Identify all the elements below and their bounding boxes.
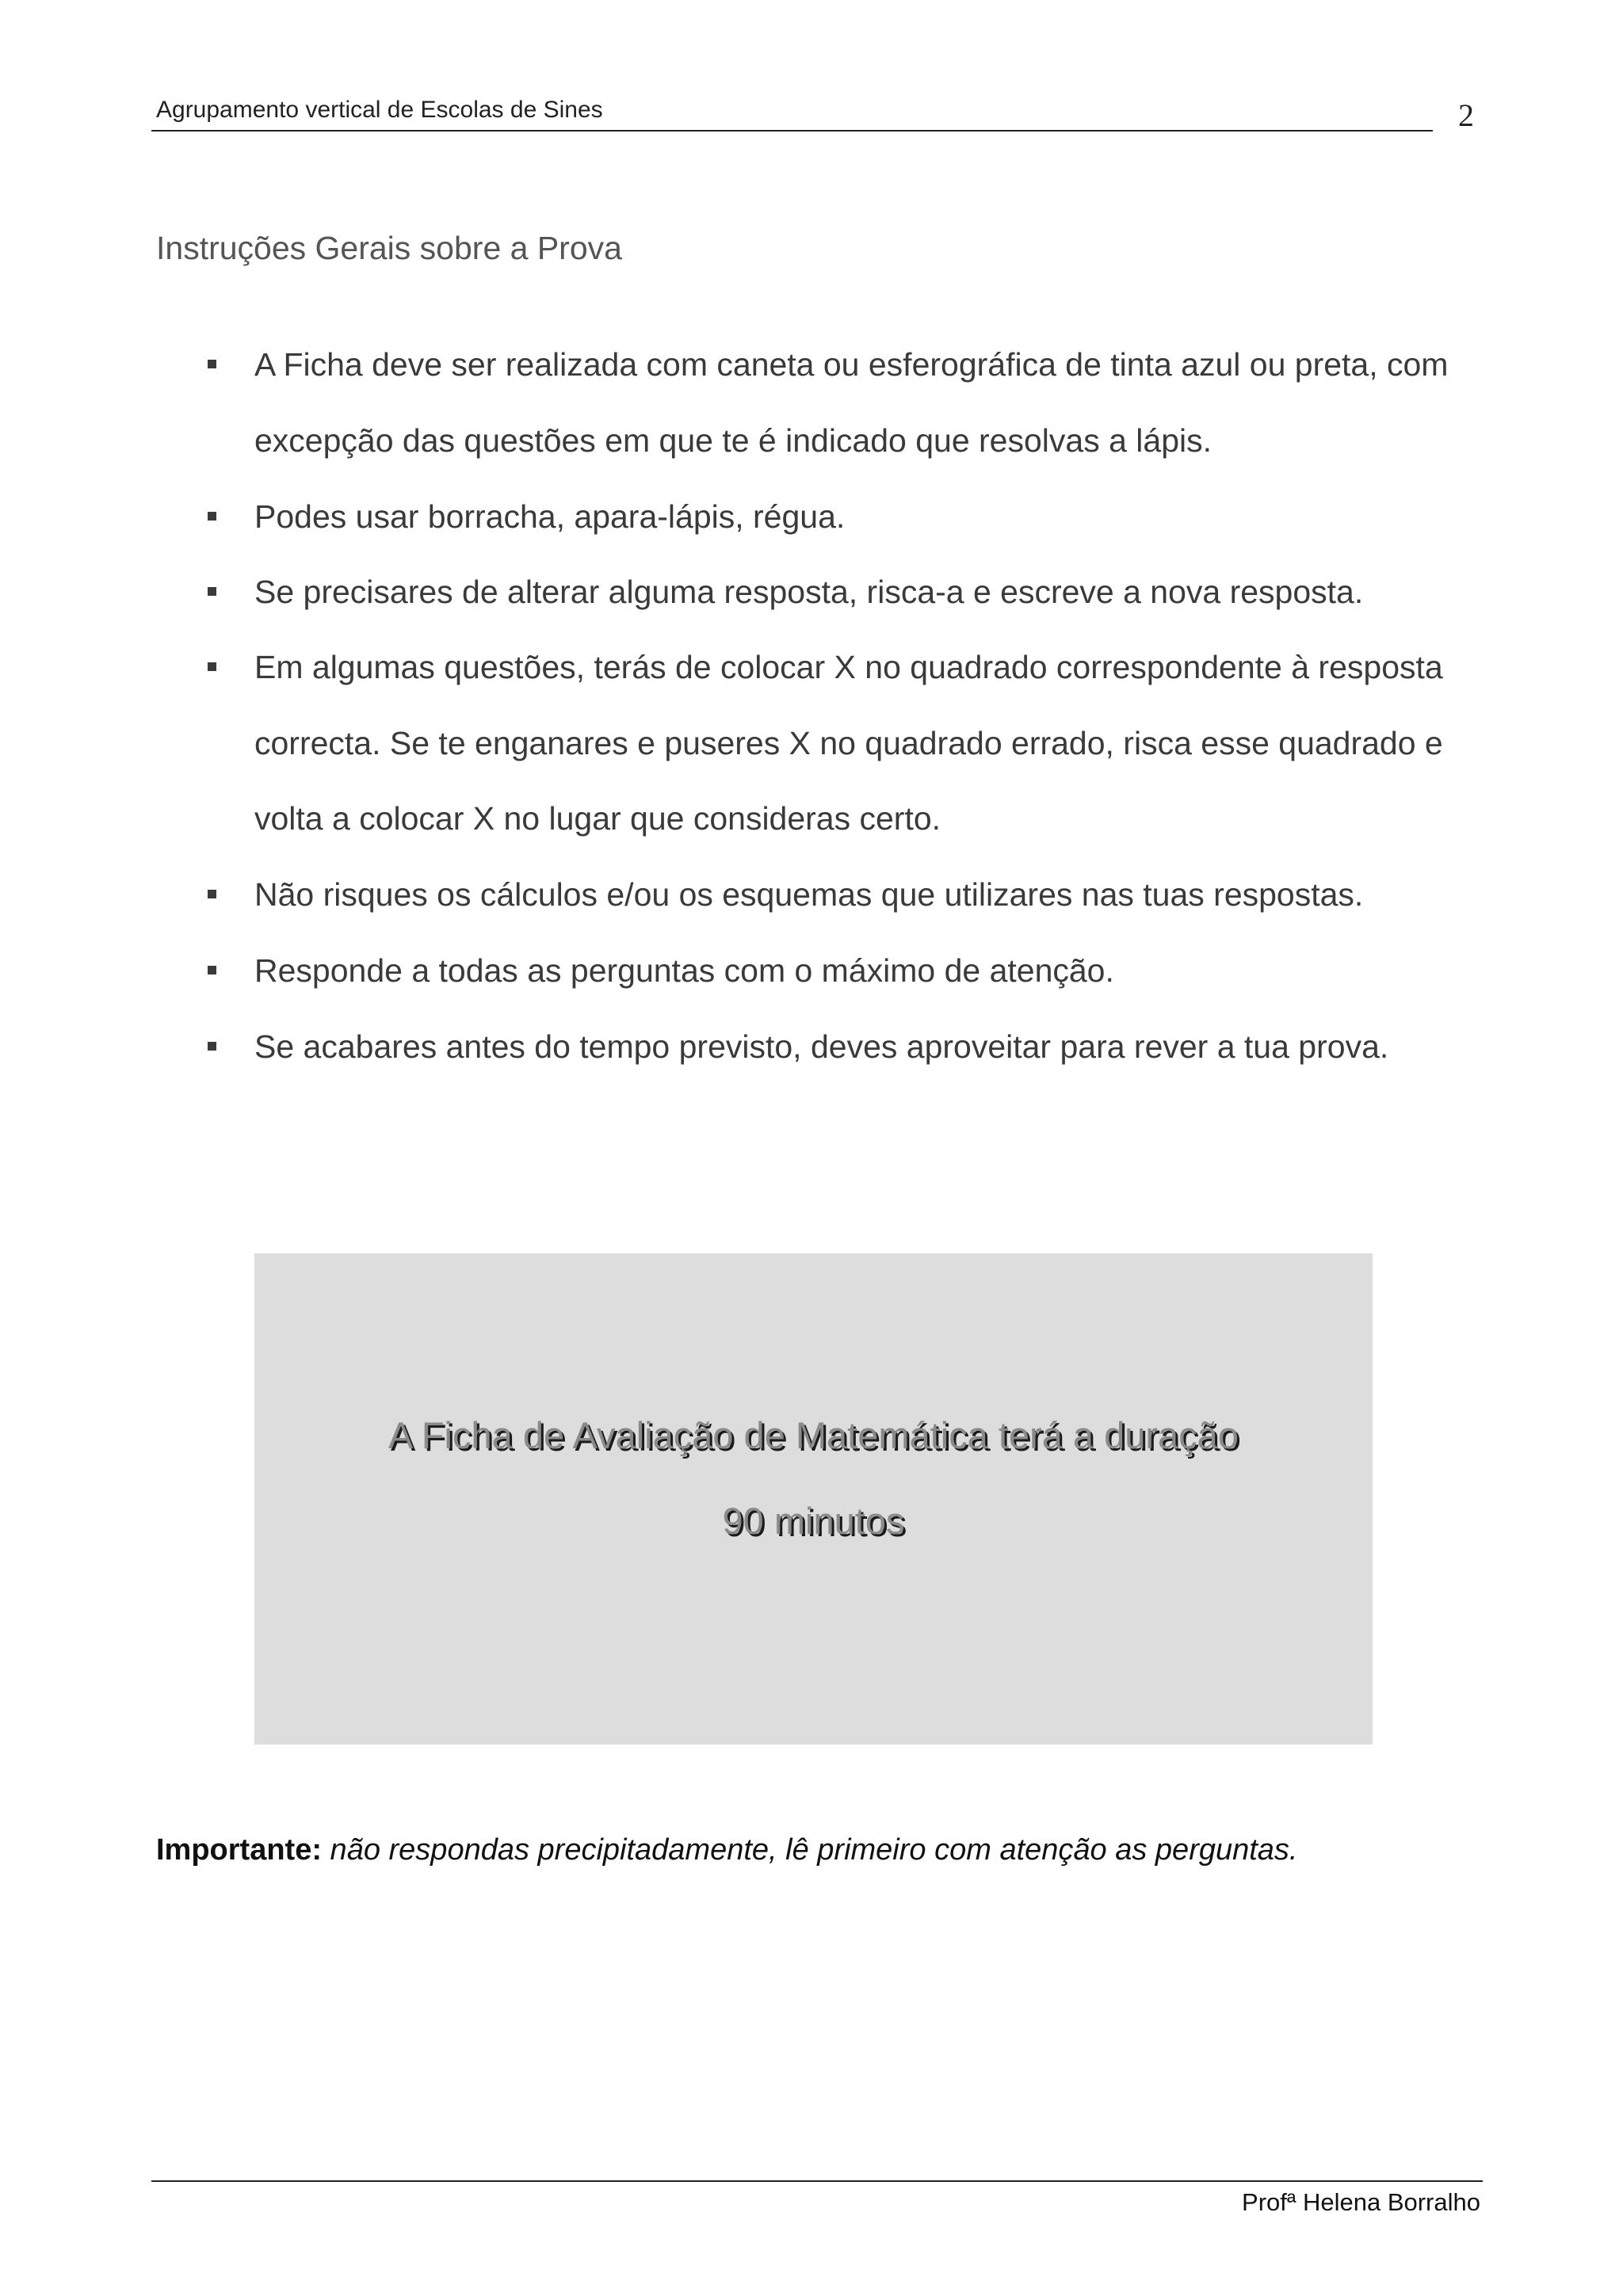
instruction-line: Responde a todas as perguntas com o máximo de atenção. xyxy=(254,952,1114,989)
page-number: 2 xyxy=(1458,97,1474,133)
important-note xyxy=(156,1833,1298,1867)
square-bullet-icon xyxy=(208,966,216,974)
duration-minutes: 90 minutos xyxy=(722,1500,905,1542)
page-header xyxy=(151,93,1433,132)
duration-text: A Ficha de Avaliação de Matemática terá a duração xyxy=(388,1414,1239,1456)
square-bullet-icon xyxy=(208,662,216,671)
instruction-line: Não risques os cálculos e/ou os esquemas que utilizares nas tuas respostas. xyxy=(254,876,1364,913)
footer-divider xyxy=(151,2180,1483,2182)
square-bullet-icon xyxy=(208,512,216,521)
footer-author: Profª Helena Borralho xyxy=(1242,2188,1480,2216)
instruction-line: correcta. Se te enganares e puseres X no quadrado errado, risca esse quadrado e xyxy=(254,725,1443,761)
square-bullet-icon xyxy=(208,360,216,368)
important-text: não respondas precipitadamente, lê primeiro com atenção as perguntas. xyxy=(322,1833,1298,1867)
instruction-line: excepção das questões em que te é indicado que resolvas a lápis. xyxy=(254,422,1212,459)
section-title: Instruções Gerais sobre a Prova xyxy=(156,230,622,266)
instruction-line: volta a colocar X no lugar que consideras certo. xyxy=(254,800,941,837)
important-label: Importante: xyxy=(156,1833,322,1867)
instruction-line: Se precisares de alterar alguma resposta, risca-a e escreve a nova resposta. xyxy=(254,574,1364,610)
duration-box xyxy=(254,1253,1373,1745)
square-bullet-icon xyxy=(208,587,216,596)
instruction-line: Podes usar borracha, apara-lápis, régua. xyxy=(254,498,846,535)
square-bullet-icon xyxy=(208,890,216,898)
instruction-line: Se acabares antes do tempo previsto, deves aproveitar para rever a tua prova. xyxy=(254,1028,1389,1065)
instruction-line: Em algumas questões, terás de colocar X no quadrado correspondente à resposta xyxy=(254,649,1443,685)
square-bullet-icon xyxy=(208,1042,216,1051)
header-organization: Agrupamento vertical de Escolas de Sines xyxy=(156,97,603,123)
instruction-line: A Ficha deve ser realizada com caneta ou esferográfica de tinta azul ou preta, com xyxy=(254,346,1449,383)
